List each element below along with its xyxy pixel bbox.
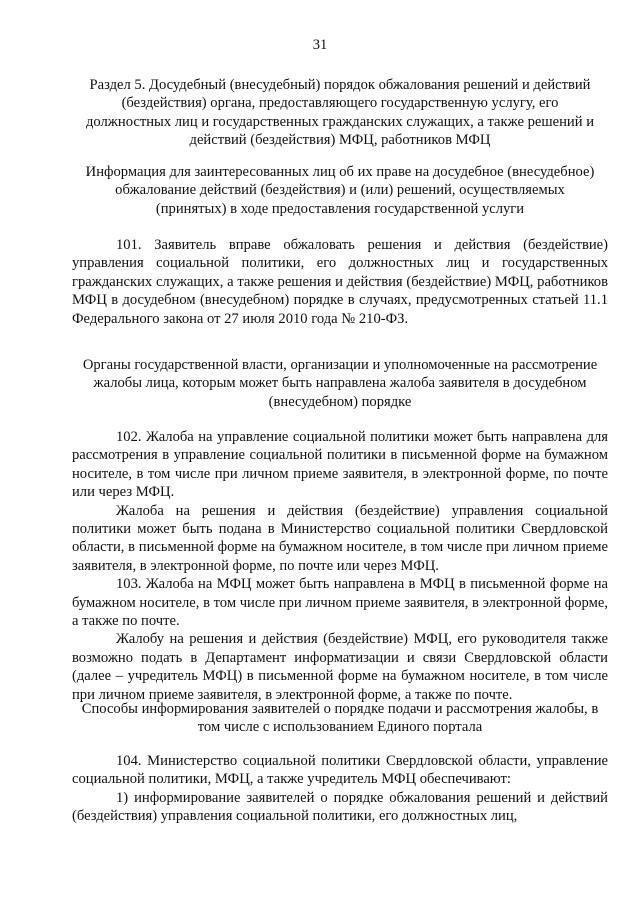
paragraph-104-item-1: 1) информирование заявителей о порядке обжалования решений и действий (бездействия) управления социальной политики, его должностных лиц,	[72, 789, 608, 825]
paragraph-101-text: 101. Заявитель вправе обжаловать решения и действия (бездействие) управления социальной политики, его должностных лиц и государственных гражданских служащих, а также решения и действия (бездействие) МФЦ, работников МФЦ в досудебном (внесудебном) порядке в случаях, предусмотренных статьей 11.1 Федерального закона от 27 июля 2010 года № 210-ФЗ.	[72, 237, 608, 327]
paragraph-103b-text: Жалобу на решения и действия (бездействие) МФЦ, его руководителя также возможно подать в Департамент информатизации и связи Свердловской области (далее – учредитель МФЦ) в письменной форме на бумажном носителе, в том числе при личном приеме заявителя, в электронной форме, а также по почте.	[72, 631, 608, 703]
paragraph-103-text: 103. Жалоба на МФЦ может быть направлена в МФЦ в письменной форме на бумажном носителе, в том числе при личном приеме заявителя, в электронной форме, а также по почте.	[72, 576, 608, 630]
page-number: 31	[312, 37, 328, 53]
paragraph-101	[72, 236, 608, 328]
info-heading: Информация для заинтересованных лиц об их праве на досудебное (внесудебное) обжалование действий (бездействия) и (или) решений, осуществляемых (принятых) в ходе предоставления государственной услуги	[85, 164, 595, 217]
methods-heading: Способы информирования заявителей о порядке подачи и рассмотрения жалобы, в том числе с использованием Единого портала	[81, 701, 599, 736]
paragraphs-102-103	[72, 428, 608, 704]
organs-heading: Органы государственной власти, организации и уполномоченные на рассмотрение жалобы лица, которым может быть направлена жалоба заявителя в досудебном (внесудебном) порядке	[82, 357, 598, 410]
paragraph-102b-text: Жалоба на решения и действия (бездействие) управления социальной политики может быть подана в Министерство социальной политики Свердловской области, в письменной форме на бумажном носителе, в том числе при личном приеме заявителя, в электронной форме, по почте или через МФЦ.	[72, 502, 608, 574]
paragraph-104-text: 104. Министерство социальной политики Свердловской области, управление социальной политики, МФЦ, а также учредитель МФЦ обеспечивают:	[72, 753, 608, 788]
paragraph-104	[72, 752, 608, 826]
section-title: Раздел 5. Досудебный (внесудебный) порядок обжалования решений и действий (бездействия) органа, предоставляющего государственную услугу, его должностных лиц и государственных гражданских служащих, а также решений и действий (бездействия) МФЦ, работников МФЦ	[85, 77, 595, 149]
paragraph-102-text: 102. Жалоба на управление социальной политики может быть направлена для рассмотрения в управление социальной политики в письменной форме на бумажном носителе, в том числе при личном приеме заявителя, в электронной форме, по почте или через МФЦ.	[72, 429, 608, 501]
